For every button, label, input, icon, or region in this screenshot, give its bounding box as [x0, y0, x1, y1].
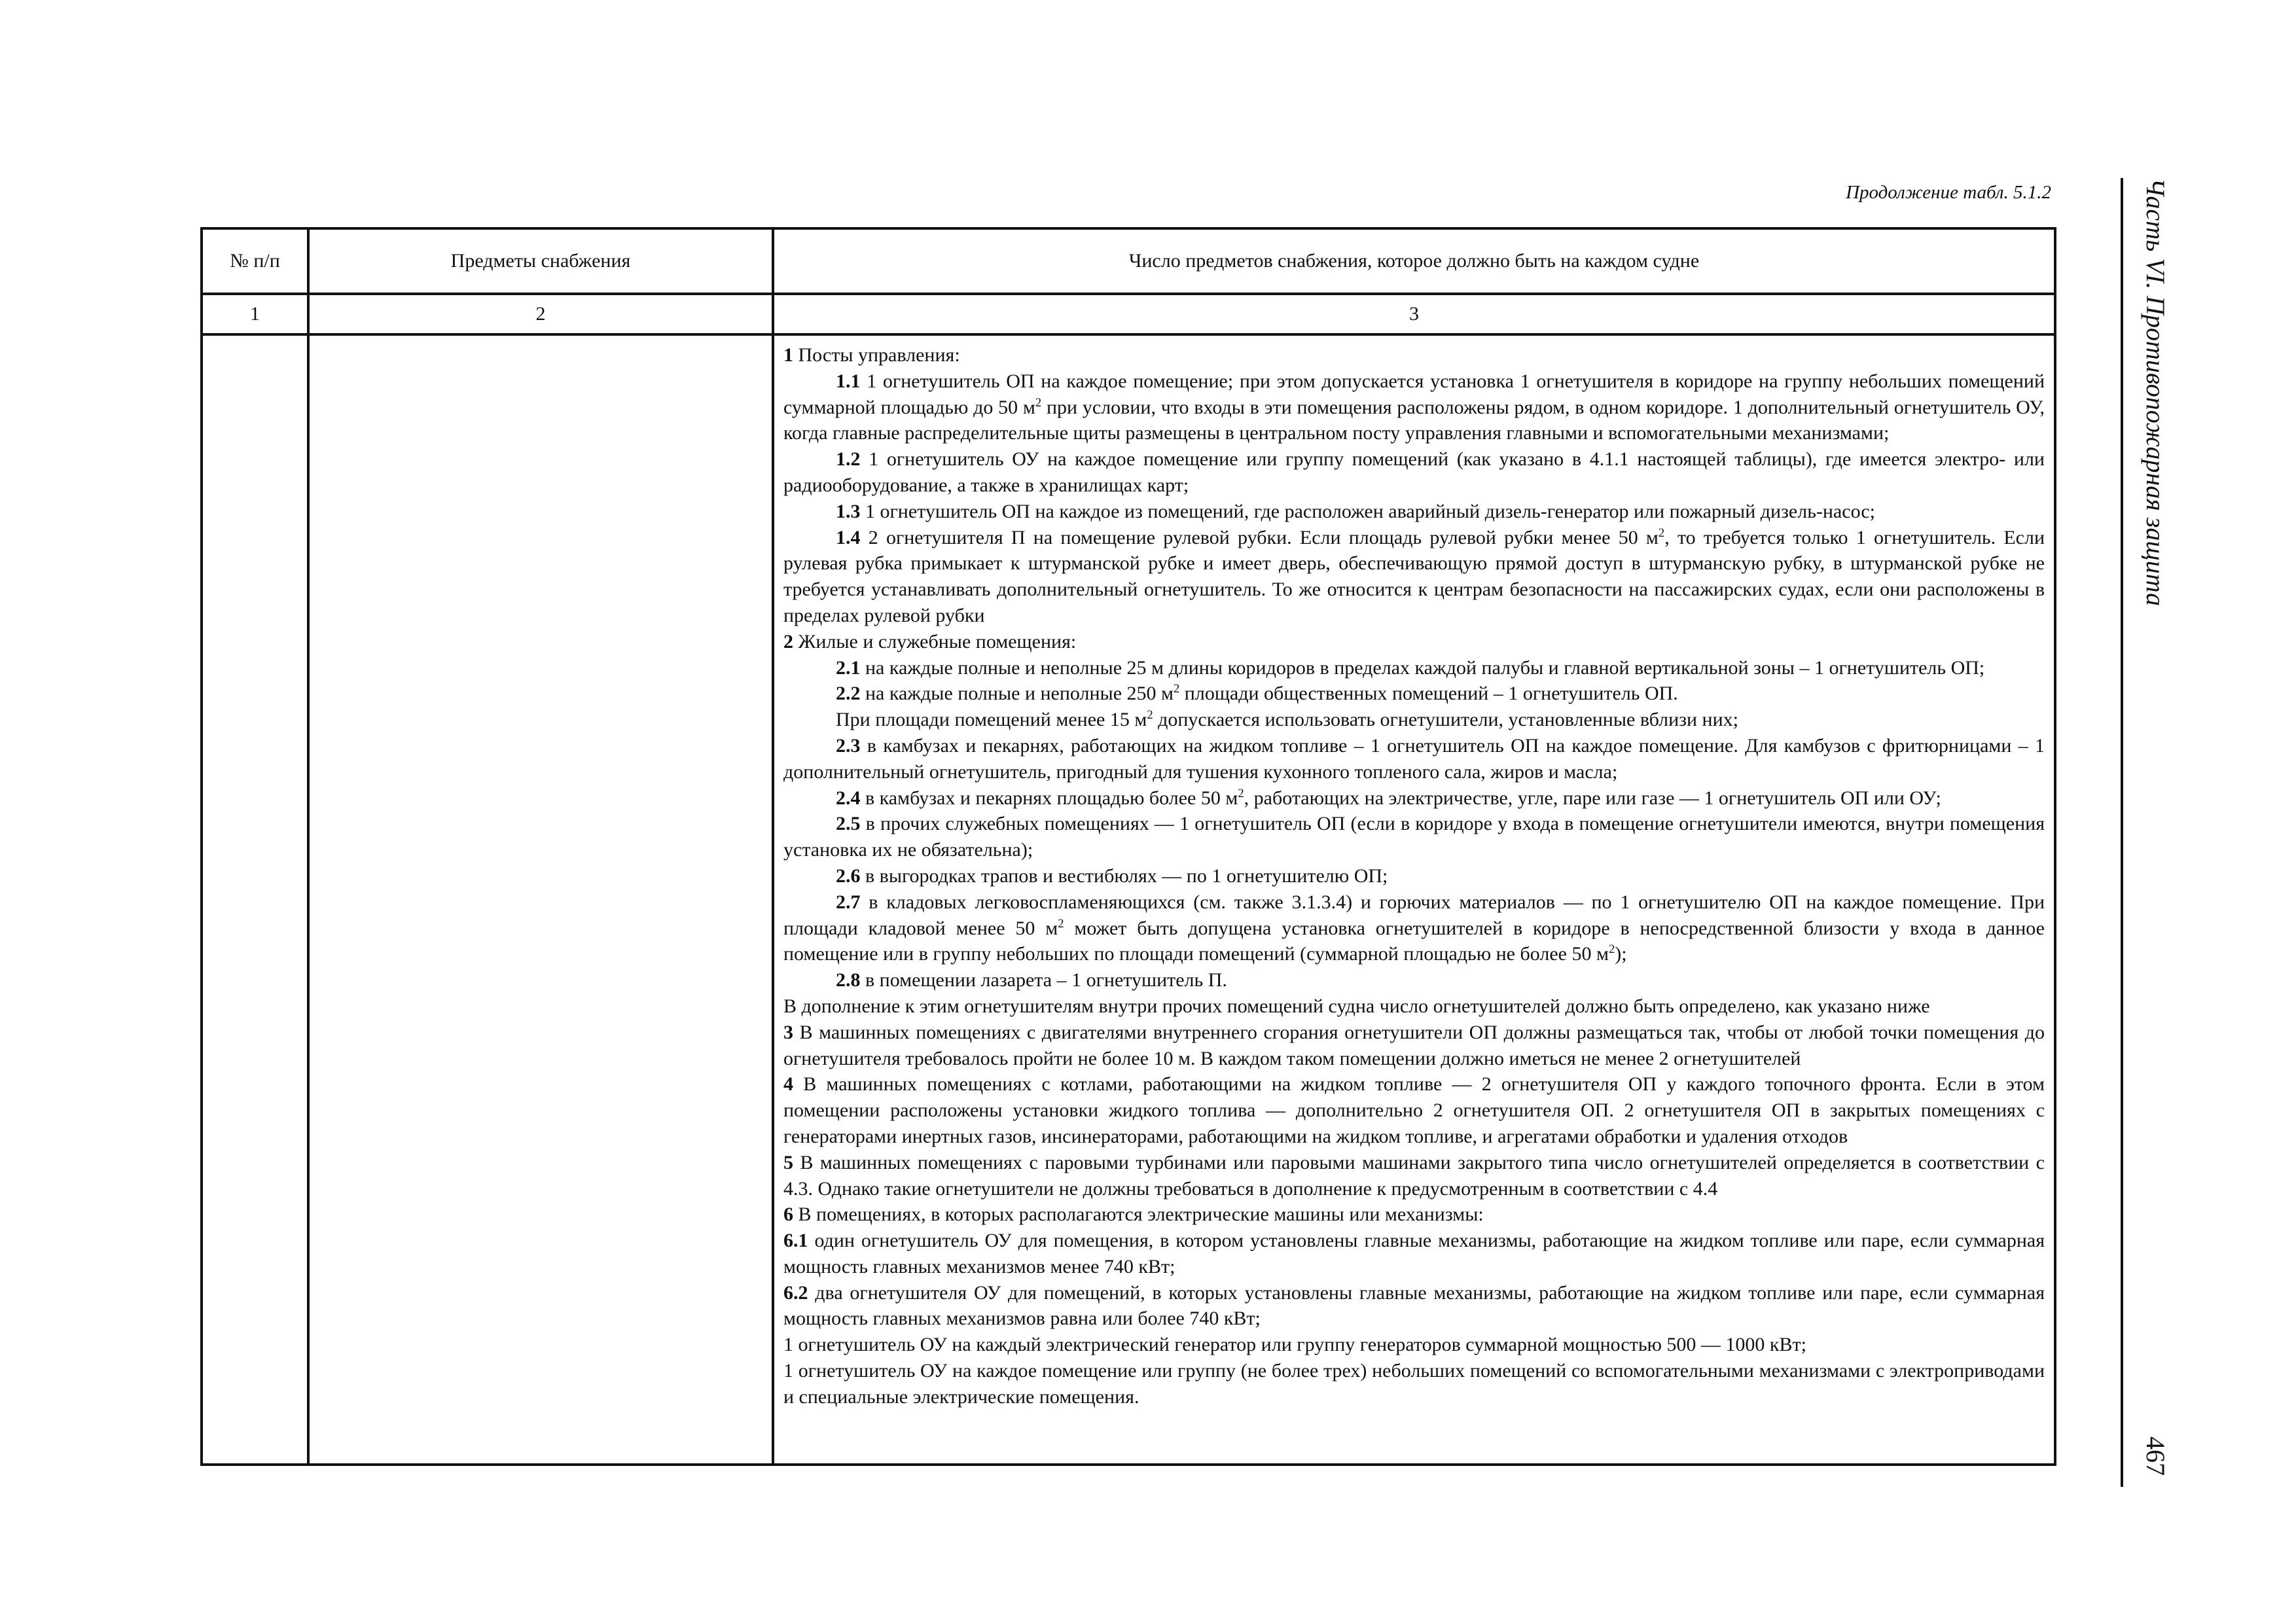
- paragraph-number: 2.5: [836, 813, 861, 835]
- paragraph-number: 6.2: [783, 1281, 808, 1304]
- header-number: № п/п: [202, 228, 308, 294]
- cell-requirements: [773, 334, 2055, 1465]
- paragraph-number: 2: [783, 630, 793, 652]
- requirement-paragraph: [783, 707, 2045, 733]
- paragraph-number: 2.8: [836, 969, 861, 991]
- requirement-paragraph: [783, 1358, 2045, 1410]
- column-number-row: [202, 294, 2055, 334]
- requirement-paragraph: [783, 1228, 2045, 1280]
- requirement-paragraph: [783, 525, 2045, 629]
- paragraph-text: При площади помещений менее 15 $м^2$ допускается использовать огнетушители, установленные вблизи них;: [836, 708, 1738, 731]
- paragraph-number: 1.2: [836, 448, 861, 471]
- paragraph-text: 1 огнетушитель ОУ на каждый электрический генератор или группу генераторов суммарной мощностью 500 — 1000 кВт;: [783, 1334, 1806, 1356]
- paragraph-number: 2.3: [836, 734, 861, 757]
- paragraph-text: два огнетушителя ОУ для помещений, в которых установлены главные механизмы, работающие на жидком топливе или паре, если суммарная мощность главных механизмов равна или более 740 кВт;: [783, 1281, 2045, 1330]
- requirement-paragraph: [783, 889, 2045, 967]
- column-number-2: 2: [308, 294, 773, 334]
- paragraph-number: 6.1: [783, 1230, 808, 1252]
- paragraph-text: в прочих служебных помещениях — 1 огнетушитель ОП (если в коридоре у входа в помещение огнетушители имеются, внутри помещения установка их не обязательна);: [783, 813, 2045, 861]
- paragraph-text: на каждые полные и неполные 250 $м^2$ площади общественных помещений – 1 огнетушитель ОП.: [860, 682, 1678, 705]
- paragraph-number: 2.7: [836, 891, 861, 913]
- requirement-paragraph: [783, 811, 2045, 863]
- paragraph-text: В машинных помещениях с двигателями внутреннего сгорания огнетушители ОП должны размещаться так, чтобы от любой точки помещения до огнетушителя требовалось пройти не более 10 м. В каждом таком помещении должно иметься не менее 2 огнетушителей: [783, 1021, 2045, 1069]
- paragraph-text: один огнетушитель ОУ для помещения, в котором установлены главные механизмы, работающие на жидком топливе или паре, если суммарная мощность главных механизмов менее 740 кВт;: [783, 1230, 2045, 1277]
- paragraph-text: на каждые полные и неполные 25 м длины коридоров в пределах каждой палубы и главной вертикальной зоны – 1 огнетушитель ОП;: [860, 656, 1985, 679]
- paragraph-number: 5: [783, 1151, 793, 1173]
- requirement-paragraph: [783, 733, 2045, 785]
- column-number-1: 1: [202, 294, 308, 334]
- running-header: Часть VI. Противопожарная защита: [2141, 178, 2170, 607]
- paragraph-number: 4: [783, 1073, 793, 1096]
- requirement-paragraph: [783, 993, 2045, 1020]
- paragraph-number: 2.1: [836, 656, 861, 679]
- paragraph-text: В машинных помещениях с паровыми турбинами или паровыми машинами закрытого типа число огнетушителей определяется в соответствии с 4.3. Однако такие огнетушители не должны требоваться в дополнение к предусмотренным в соответствии с 4.4: [783, 1151, 2045, 1200]
- paragraph-number: 1.3: [836, 500, 861, 522]
- requirement-paragraph: [783, 629, 2045, 655]
- paragraph-text: В машинных помещениях с котлами, работающими на жидком топливе — 2 огнетушителя ОП у каждого топочного фронта. Если в этом помещении расположены установки жидкого топлива — дополнительно 2 огнетушителя ОП. 2 огнетушителя ОП в закрытых помещениях с генераторами инертных газов, инсинераторами, работающими на жидком топливе, и агрегатами обработки и удаления отходов: [783, 1073, 2045, 1147]
- paragraph-number: 2.6: [836, 865, 861, 887]
- paragraph-number: 2.2: [836, 683, 861, 705]
- paragraph-text: 1 огнетушитель ОУ на каждое помещение или группу помещений (как указано в 4.1.1 настоящей таблицы), где имеется электро- или радиооборудование, а также в хранилищах карт;: [783, 448, 2045, 496]
- paragraph-text: В помещениях, в которых располагаются электрические машины или механизмы:: [793, 1204, 1484, 1226]
- paragraph-text: 1 огнетушитель ОП на каждое помещение; при этом допускается установка 1 огнетушителя в коридоре на группу небольших помещений суммарной площадью до 50 $м^2$ при условии, что входы в эти помещения расположены рядом, в одном коридоре. 1 дополнительный огнетушитель ОУ, когда главные распределительные щиты размещены в центральном посту управления главными и вспомогательными механизмами;: [783, 370, 2045, 444]
- paragraph-text: Жилые и служебные помещения:: [793, 630, 1077, 652]
- header-quantity: Число предметов снабжения, которое должно быть на каждом судне: [773, 228, 2055, 294]
- table-row: [202, 334, 2055, 1465]
- paragraph-text: В дополнение к этим огнетушителям внутри прочих помещений судна число огнетушителей должно быть определено, как указано ниже: [783, 995, 1930, 1017]
- requirement-paragraph: [783, 1020, 2045, 1072]
- requirement-paragraph: [783, 863, 2045, 889]
- supplies-table: [200, 227, 2056, 1466]
- requirement-paragraph: [783, 967, 2045, 993]
- paragraph-number: 1.1: [836, 370, 861, 392]
- cell-items: [308, 334, 773, 1465]
- paragraph-number: 1: [783, 344, 793, 366]
- requirement-paragraph: [783, 1280, 2045, 1332]
- requirement-paragraph: [783, 1150, 2045, 1202]
- requirement-paragraph: [783, 368, 2045, 446]
- paragraph-text: в выгородках трапов и вестибюлях — по 1 огнетушителю ОП;: [860, 865, 1388, 887]
- paragraph-text: 1 огнетушитель ОП на каждое из помещений, где расположен аварийный дизель-генератор или пожарный дизель-насос;: [860, 500, 1875, 522]
- paragraph-text: в кладовых легковоспламеняющихся (см. также 3.1.3.4) и горючих материалов — по 1 огнетушителю ОП на каждое помещение. При площади кладовой менее 50 $м^2$ может быть допущена установка огнетушителей в коридоре в непосредственной близости у входа в данное помещение или в группу небольших по площади помещений (суммарной площадью не более 50 $м^2$);: [783, 891, 2045, 965]
- paragraph-text: Посты управления:: [793, 344, 960, 366]
- paragraph-text: в камбузах и пекарнях, работающих на жидком топливе – 1 огнетушитель ОП на каждое помещение. Для камбузов с фритюрницами – 1 дополнительный огнетушитель, пригодный для тушения кухонного топленого сала, жиров и масла;: [783, 734, 2045, 783]
- header-items: Предметы снабжения: [308, 228, 773, 294]
- paragraph-text: в помещении лазарета – 1 огнетушитель П.: [860, 969, 1227, 991]
- cell-number: [202, 334, 308, 1465]
- paragraph-text: в камбузах и пекарнях площадью более 50 $м^2$, работающих на электричестве, угле, паре или газе — 1 огнетушитель ОП или ОУ;: [860, 786, 1941, 809]
- requirement-paragraph: [783, 499, 2045, 525]
- requirement-paragraph: [783, 785, 2045, 812]
- requirement-paragraph: [783, 1332, 2045, 1358]
- requirement-paragraph: [783, 1202, 2045, 1228]
- paragraph-number: 1.4: [836, 526, 861, 548]
- requirement-paragraph: [783, 655, 2045, 681]
- requirement-paragraph: [783, 446, 2045, 499]
- column-number-3: 3: [773, 294, 2055, 334]
- paragraph-number: 6: [783, 1204, 793, 1226]
- paragraph-number: 3: [783, 1021, 793, 1043]
- table-continuation-caption: Продолжение табл. 5.1.2: [1846, 182, 2051, 203]
- requirement-paragraph: [783, 1071, 2045, 1149]
- requirement-paragraph: [783, 681, 2045, 707]
- paragraph-number: 2.4: [836, 787, 861, 809]
- requirement-paragraph: [783, 342, 2045, 368]
- paragraph-text: 1 огнетушитель ОУ на каждое помещение или группу (не более трех) небольших помещений со вспомогательными механизмами с электроприводами и специальные электрические помещения.: [783, 1360, 2045, 1408]
- table-header-row: [202, 228, 2055, 294]
- paragraph-text: 2 огнетушителя П на помещение рулевой рубки. Если площадь рулевой рубки менее 50 $м^2$, то требуется только 1 огнетушитель. Если рулевая рубка примыкает к штурманской рубке и имеет дверь, обеспечивающую прямой доступ в штурманскую рубку, в штурманской рубке не требуется устанавливать дополнительный огнетушитель. То же относится к центрам безопасности на пассажирских судах, если они расположены в пределах рулевой рубки: [783, 526, 2045, 626]
- page-number: 467: [2141, 1436, 2170, 1476]
